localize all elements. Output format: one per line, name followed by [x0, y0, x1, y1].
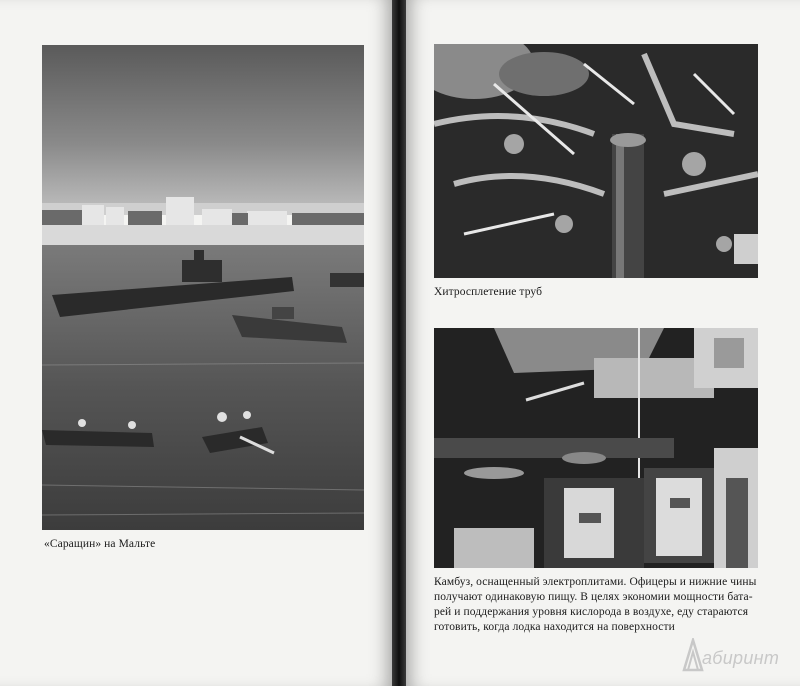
galley-caption-line: готовить, когда лодка находится на поверхности	[434, 621, 675, 633]
watermark-logo	[682, 636, 794, 676]
galley-caption-line: получают одинаковую пищу. В целях экономии мощности бата-	[434, 591, 753, 603]
galley-caption-line: Камбуз, оснащенный электроплитами. Офицеры и нижние чины	[434, 576, 757, 588]
watermark-text: абиринт	[702, 648, 780, 668]
labyrinth-logo-icon	[682, 638, 704, 672]
pipes-photo-caption: Хитросплетение труб	[434, 286, 543, 298]
galley-photo-caption	[434, 575, 774, 635]
galley-photo	[434, 328, 758, 568]
left-page	[0, 0, 392, 686]
pipes-photo-image	[434, 44, 758, 278]
pipes-photo	[434, 44, 758, 278]
harbor-photo-caption: «Саращин» на Мальте	[44, 538, 156, 550]
galley-caption-line: рей и поддержания уровня кислорода в воздухе, еду стараются	[434, 606, 749, 618]
right-page	[406, 0, 800, 686]
book-gutter	[392, 0, 406, 686]
galley-photo-image	[434, 328, 758, 568]
harbor-photo	[42, 45, 364, 530]
harbor-photo-image	[42, 45, 364, 530]
